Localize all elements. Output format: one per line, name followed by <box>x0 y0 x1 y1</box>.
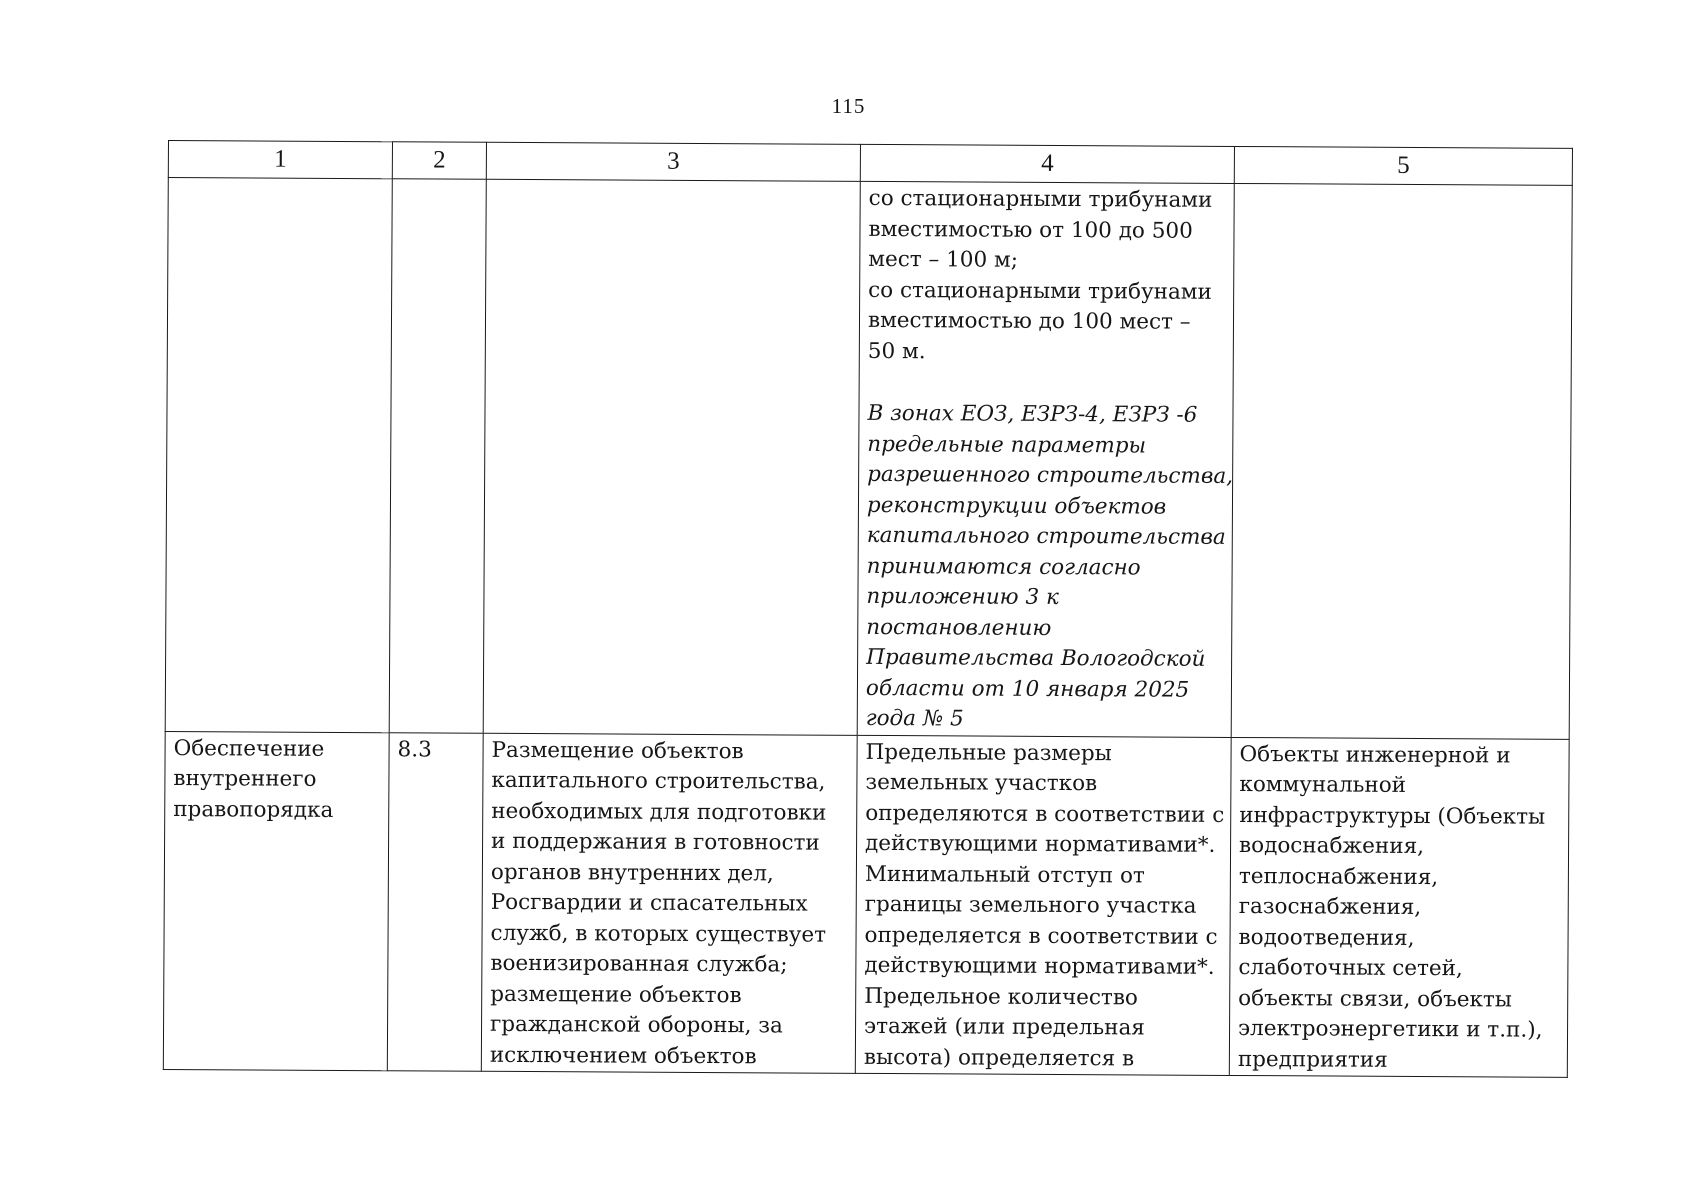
regulations-table <box>163 140 1573 1078</box>
text-line: электроэнергетики и т.п.), <box>1237 1015 1543 1043</box>
text-line: исключением объектов <box>489 1042 757 1069</box>
text-line: капитального строительства, <box>491 767 826 795</box>
cell-r1-c4 <box>857 181 1234 737</box>
text-line: высота) определяется в <box>863 1044 1135 1071</box>
text-line: разрешенного строительства, <box>867 461 1234 489</box>
text-line: теплоснабжения, <box>1238 863 1439 890</box>
text-line: этажей (или предельная <box>863 1013 1145 1041</box>
text-line: постановлению <box>866 614 1052 641</box>
text-line: границы земельного участка <box>864 891 1197 919</box>
cell-r2-c3-description <box>482 733 857 1073</box>
text-line: В зонах ЕОЗ, ЕЗРЗ-4, ЕЗРЗ -6 <box>867 400 1198 428</box>
text-line: реконструкции объектов <box>866 492 1167 520</box>
text-line: принимаются согласно <box>866 553 1141 580</box>
text-line: приложению 3 к <box>866 583 1059 610</box>
table-row-continuation <box>165 178 1572 739</box>
page-number: 115 <box>831 94 866 118</box>
text-line: действующими нормативами*. <box>864 952 1215 980</box>
text-line: служб, в которых существует <box>490 920 827 948</box>
text-line: и поддержания в готовности <box>491 828 820 856</box>
header-col-5: 5 <box>1234 146 1572 185</box>
text-line: со стационарными трибунами <box>868 185 1213 213</box>
cell-r2-c5-auxiliary-uses <box>1230 737 1569 1076</box>
cell-r1-c1 <box>165 178 392 733</box>
text-line: слаботочных сетей, <box>1238 954 1463 982</box>
text-line: объекты связи, объекты <box>1238 985 1513 1013</box>
text-line: водоотведения, <box>1238 924 1415 951</box>
header-col-3: 3 <box>486 142 860 181</box>
cell-r2-c4-parameters <box>856 735 1231 1075</box>
text-line: военизированная служба; <box>490 950 788 978</box>
table-row-internal-order <box>163 731 1569 1077</box>
cell-r2-c2-code: 8.3 <box>397 736 432 762</box>
text-line: действующими нормативами*. <box>865 830 1216 858</box>
header-col-2: 2 <box>392 142 486 180</box>
text-line: инфраструктуры (Объекты <box>1239 802 1546 830</box>
text-line: определяются в соответствии с <box>865 800 1225 828</box>
text-line: Размещение объектов <box>491 737 744 764</box>
text-line: правопорядка <box>173 796 334 823</box>
text-line: Предельное количество <box>864 983 1138 1010</box>
text-line: необходимых для подготовки <box>491 798 827 826</box>
text-line: Объекты инженерной и <box>1239 741 1511 769</box>
text-line: Минимальный отступ от <box>864 861 1145 888</box>
cell-r1-c4-text <box>860 182 1234 369</box>
text-line: коммунальной <box>1239 771 1407 798</box>
text-line: со стационарными трибунами <box>868 277 1212 305</box>
text-line: гражданской обороны, за <box>489 1011 783 1039</box>
text-line: земельных участков <box>865 769 1098 797</box>
cell-r1-c2 <box>389 179 486 733</box>
text-line: определяется в соответствии с <box>864 922 1218 950</box>
text-line: вместимостью до 100 мест – <box>867 307 1191 335</box>
text-line: года № 5 <box>865 705 964 732</box>
cell-r2-c1-use-name <box>165 731 389 826</box>
text-line: Обеспечение <box>173 735 325 762</box>
text-line: Росгвардии и спасательных <box>490 889 808 917</box>
text-line: области от 10 января 2025 <box>865 675 1190 703</box>
header-col-4: 4 <box>860 144 1234 183</box>
text-line: размещение объектов <box>490 981 742 1008</box>
text-line: водоснабжения, <box>1239 832 1425 860</box>
text-line: Правительства Вологодской <box>866 644 1206 672</box>
text-line: газоснабжения, <box>1238 893 1422 921</box>
text-line: 50 м. <box>867 338 926 364</box>
text-line: капитального строительства <box>866 522 1226 550</box>
text-line: предприятия <box>1237 1046 1388 1073</box>
text-line: вместимостью от 100 до 500 <box>868 216 1193 244</box>
text-line: предельные параметры <box>867 431 1147 458</box>
text-line: органов внутренних дел, <box>490 859 774 886</box>
cell-r1-c5 <box>1231 183 1572 738</box>
cell-r1-c3 <box>483 179 860 735</box>
text-line: внутреннего <box>173 766 317 792</box>
text-line: Предельные размеры <box>865 739 1112 766</box>
header-col-1: 1 <box>168 141 392 179</box>
text-line: мест – 100 м; <box>868 246 1019 273</box>
cell-r1-c4-note <box>858 397 1233 737</box>
